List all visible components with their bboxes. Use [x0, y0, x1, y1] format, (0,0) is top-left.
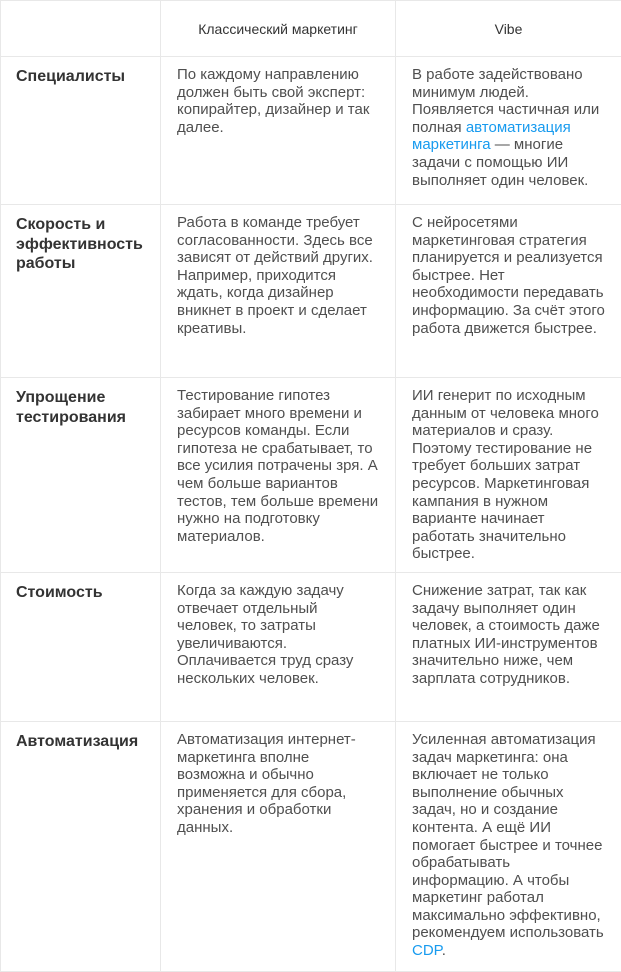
row-label-cost: Стоимость: [1, 572, 161, 721]
cell-vibe: С нейросетями маркетинговая стратегия планируется и реализуется быстрее. Нет необходимости передавать информацию. За счёт этого работа движется быстрее.: [396, 205, 621, 378]
table-row: [1, 378, 621, 573]
cell-vibe: [396, 721, 621, 971]
cell-vibe: [396, 57, 621, 205]
vibe-text-before: В работе задействовано минимум людей. Появляется частичная или полная: [412, 66, 599, 136]
vibe-text-before: Усиленная автоматизация задач маркетинга: она включает не только выполнение обычных задач, но и создание контента. А ещё ИИ помогает быстрее и точнее обрабатывать информацию. А чтобы маркетинг работал максимально эффективно, рекомендуем использовать: [412, 731, 604, 942]
cell-vibe: ИИ генерит по исходным данным от человека много материалов и сразу. Поэтому тестирование не требует больших затрат ресурсов. Маркетинговая кампания в нужном варианте начинает работать значительно быстрее.: [396, 378, 621, 573]
vibe-text-after: — многие задачи с помощью ИИ выполняет один человек.: [412, 136, 588, 188]
cell-vibe: Снижение затрат, так как задачу выполняет один человек, а стоимость даже платных ИИ-инструментов значительно ниже, чем зарплата сотрудников.: [396, 572, 621, 721]
cdp-link[interactable]: CDP: [412, 942, 442, 959]
table-row: [1, 57, 621, 205]
cell-classic: Когда за каждую задачу отвечает отдельный человек, то затраты увеличиваются. Оплачивается труд сразу нескольких человек.: [161, 572, 396, 721]
row-label-specialists: Специалисты: [1, 57, 161, 205]
row-label-automation: Автоматизация: [1, 721, 161, 971]
automation-marketing-link[interactable]: автоматизация маркетинга: [412, 119, 571, 154]
header-cell-vibe: Vibe: [396, 1, 621, 57]
cell-classic: Тестирование гипотез забирает много времени и ресурсов команды. Если гипотеза не срабатывает, то все усилия потрачены зря. А чем больше вариантов тестов, тем больше времени нужно на подготовку материалов.: [161, 378, 396, 573]
header-cell-classic-marketing: Классический маркетинг: [161, 1, 396, 57]
table-row: [1, 572, 621, 721]
cell-classic: Работа в команде требует согласованности. Здесь все зависят от действий других. Например, приходится ждать, когда дизайнер вникнет в проект и сделает креативы.: [161, 205, 396, 378]
table-row: [1, 721, 621, 971]
header-cell-empty: [1, 1, 161, 57]
cell-classic: По каждому направлению должен быть свой эксперт: копирайтер, дизайнер и так далее.: [161, 57, 396, 205]
row-label-testing: Упрощение тестирования: [1, 378, 161, 573]
header-row: [1, 1, 621, 57]
table-row: [1, 205, 621, 378]
vibe-text-after: .: [442, 942, 446, 959]
row-label-speed: Скорость и эффективность работы: [1, 205, 161, 378]
cell-classic: Автоматизация интернет-маркетинга вполне возможна и обычно применяется для сбора, хранения и обработки данных.: [161, 721, 396, 971]
